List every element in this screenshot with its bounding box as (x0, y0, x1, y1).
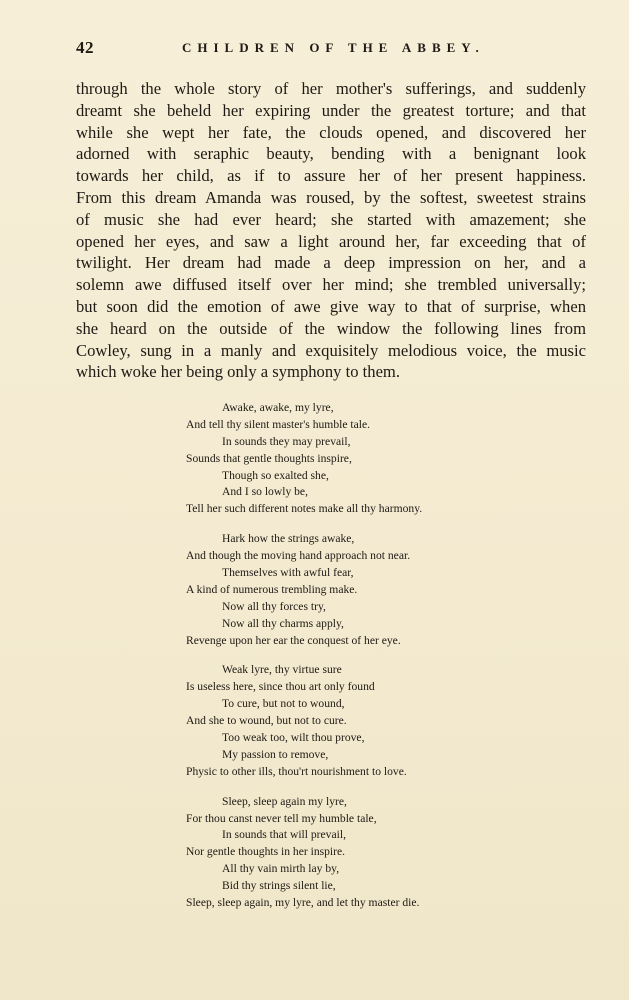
poem-line: Tell her such different notes make all thy harmony. (186, 502, 423, 516)
prose-line: solemn awe diffused itself over her mind; she trembled universally; (76, 275, 586, 295)
poem-stanza (186, 794, 496, 912)
poem-line: And though the moving hand approach not near. (186, 549, 411, 563)
prose-line: through the whole story of her mother's sufferings, and suddenly (76, 79, 586, 98)
prose-line: dreamt she beheld her expiring under the greatest torture; and that (76, 100, 586, 120)
prose-line: adorned with seraphic beauty, bending with a benignant look (76, 144, 586, 164)
poem-line: Revenge upon her ear the conquest of her eye. (186, 633, 401, 647)
prose-line: but soon did the emotion of awe give way to that of surprise, when (76, 296, 586, 316)
poem-line: All thy vain mirth lay by, (222, 862, 340, 876)
poem-line: In sounds they may prevail, (222, 434, 351, 448)
poem-line: Hark how the strings awake, (222, 532, 355, 546)
prose-line: opened her eyes, and saw a light around her, far exceeding that of (76, 231, 586, 251)
poem-line: Now all thy forces try, (222, 599, 326, 613)
prose-line: which woke her being only a symphony to them. (76, 362, 400, 382)
poem-line: In sounds that will prevail, (222, 828, 346, 842)
poem-line: Though so exalted she, (222, 468, 329, 482)
poem (186, 400, 496, 925)
page-number: 42 (76, 38, 94, 57)
running-title: CHILDREN OF THE ABBEY. (182, 40, 485, 55)
poem-stanza (186, 531, 496, 649)
prose-line: she heard on the outside of the window the following lines from (76, 318, 586, 338)
poem-line: For thou canst never tell my humble tale, (186, 811, 377, 825)
poem-line: Sounds that gentle thoughts inspire, (186, 451, 352, 465)
prose-line: From this dream Amanda was roused, by the softest, sweetest strains (76, 187, 586, 207)
poem-line: Awake, awake, my lyre, (222, 401, 334, 414)
poem-line: Physic to other ills, thou'rt nourishment to love. (186, 764, 407, 778)
page-header (76, 38, 588, 62)
poem-line: Sleep, sleep again, my lyre, and let thy master die. (186, 896, 420, 910)
prose-line: of music she had ever heard; she started with amazement; she (76, 209, 586, 229)
poem-line: Sleep, sleep again my lyre, (222, 794, 347, 808)
prose-line: twilight. Her dream had made a deep impression on her, and a (76, 253, 586, 273)
poem-line: Bid thy strings silent lie, (222, 879, 336, 893)
prose-line: Cowley, sung in a manly and exquisitely melodious voice, the music (76, 340, 586, 360)
prose-line: while she wept her fate, the clouds opened, and discovered her (76, 122, 586, 142)
poem-line: Is useless here, since thou art only found (186, 680, 375, 694)
poem-line: And tell thy silent master's humble tale. (186, 417, 371, 431)
poem-line: Weak lyre, thy virtue sure (222, 663, 342, 677)
poem-line: Themselves with awful fear, (222, 566, 354, 580)
poem-line: Now all thy charms apply, (222, 616, 344, 630)
prose-line: towards her child, as if to assure her of her present happiness. (76, 166, 586, 186)
poem-stanza (186, 662, 496, 780)
poem-line: My passion to remove, (222, 747, 329, 761)
poem-line: Nor gentle thoughts in her inspire. (186, 845, 346, 859)
poem-line: To cure, but not to wound, (222, 697, 345, 711)
poem-line: Too weak too, wilt thou prove, (222, 731, 365, 745)
prose-paragraph (76, 78, 586, 383)
poem-line: And she to wound, but not to cure. (186, 714, 347, 728)
poem-stanza (186, 400, 496, 518)
poem-line: A kind of numerous trembling make. (186, 582, 358, 596)
poem-line: And I so lowly be, (222, 485, 308, 499)
